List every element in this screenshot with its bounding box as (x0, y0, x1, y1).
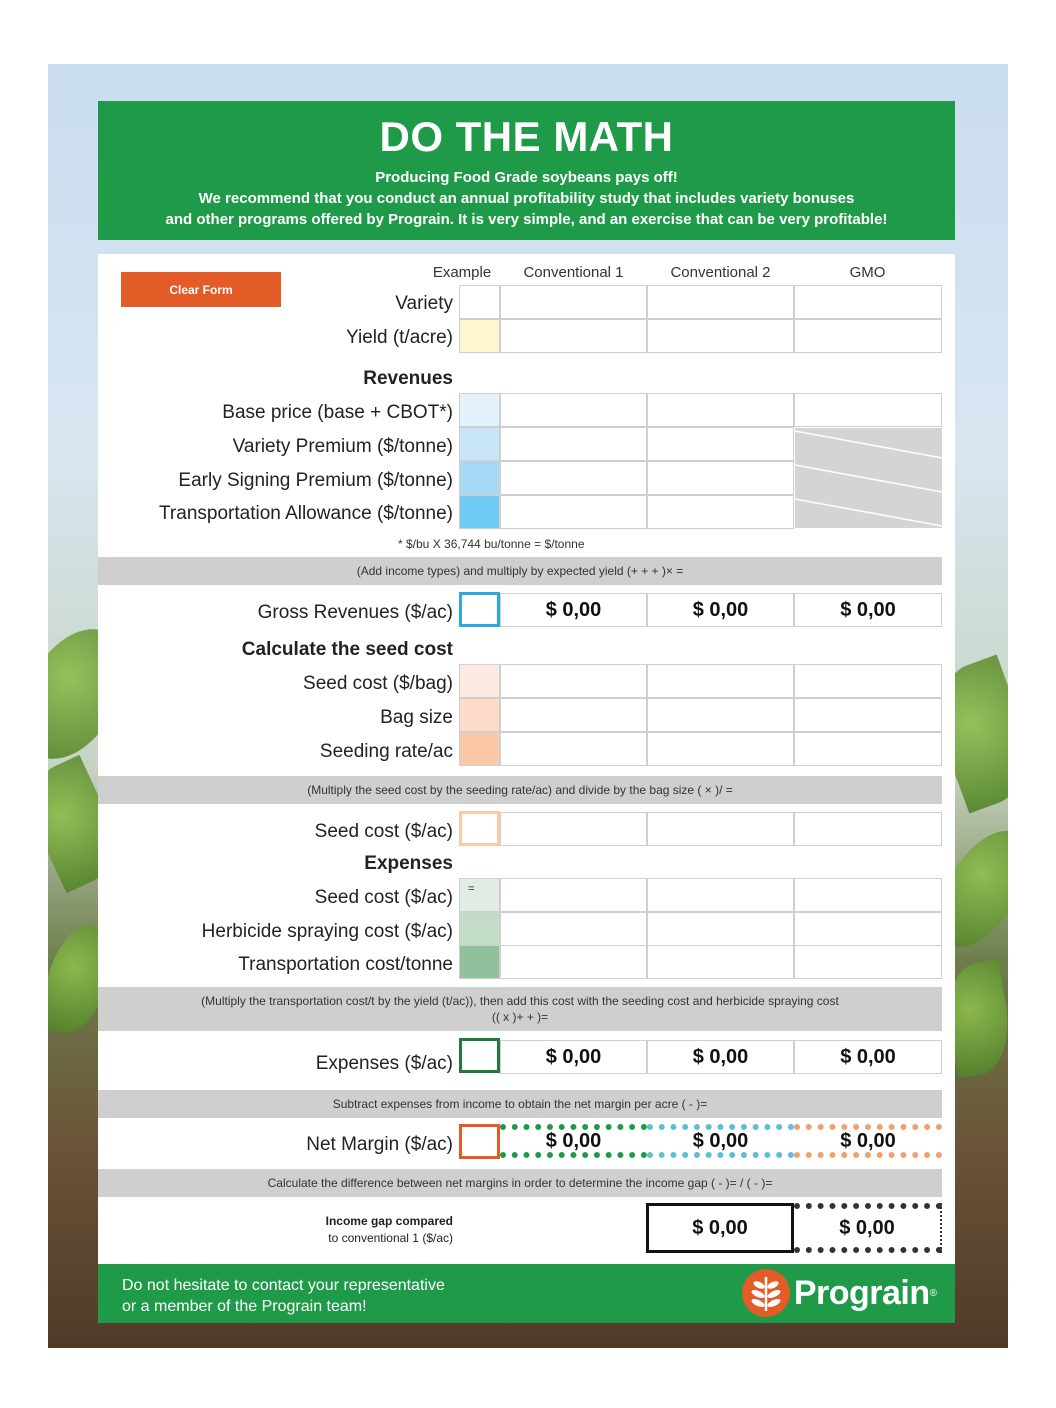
label-gross-revenues: Gross Revenues ($/ac) (257, 602, 453, 623)
input-herbicide-gmo[interactable] (794, 912, 942, 946)
band-expenses-line1: (Multiply the transportation cost/t by the yield (t/ac)), then add this cost with the seeding cost and herbicide spraying cost (201, 994, 839, 1008)
input-transport-cost-conv1[interactable] (500, 945, 647, 979)
gross-revenues-gmo: $ 0,00 (794, 593, 942, 627)
label-transport-allowance: Transportation Allowance ($/tonne) (159, 503, 453, 524)
input-herbicide-conv2[interactable] (647, 912, 794, 946)
gross-revenues-conv2: $ 0,00 (647, 593, 794, 627)
column-header-example: Example (432, 264, 492, 281)
input-bag-size-conv2[interactable] (647, 698, 794, 732)
input-seeding-rate-conv1[interactable] (500, 732, 647, 766)
net-margin-gmo: $ 0,00 (794, 1124, 942, 1158)
clear-form-button[interactable]: Clear Form (121, 272, 281, 307)
input-base-price-conv1[interactable] (500, 393, 647, 427)
input-bag-size-gmo[interactable] (794, 698, 942, 732)
footnote-conversion: * $/bu X 36,744 bu/tonne = $/tonne (398, 537, 585, 551)
page-title: DO THE MATH (379, 113, 674, 160)
label-net-margin: Net Margin ($/ac) (306, 1134, 453, 1155)
column-header-conventional-2: Conventional 2 (670, 264, 771, 281)
section-expenses: Expenses (364, 853, 453, 874)
input-seed-cost-bag-gmo[interactable] (794, 664, 942, 698)
gross-revenues-conv1: $ 0,00 (500, 593, 647, 627)
label-yield: Yield (t/acre) (346, 327, 453, 348)
example-seeding-rate (459, 732, 500, 766)
band-income-text: (Add income types) and multiply by expected yield ( (356, 564, 631, 578)
expenses-gmo: $ 0,00 (794, 1040, 942, 1074)
input-seeding-rate-conv2[interactable] (647, 732, 794, 766)
label-herbicide: Herbicide spraying cost ($/ac) (201, 921, 453, 942)
footer-line-1: Do not hesitate to contact your representative (122, 1277, 445, 1294)
net-margin-conv1: $ 0,00 (500, 1124, 647, 1158)
example-seed-cost-ac (459, 811, 500, 846)
input-variety-conv1[interactable] (500, 285, 647, 319)
example-seed-cost-bag (459, 664, 500, 698)
instruction-band-income (98, 557, 942, 585)
input-variety-gmo[interactable] (794, 285, 942, 319)
example-base-price (459, 393, 500, 427)
input-base-price-gmo[interactable] (794, 393, 942, 427)
example-expenses (459, 1038, 500, 1073)
example-exp-seed-cost (459, 878, 500, 912)
instruction-band-expenses (98, 987, 942, 1031)
input-herbicide-conv1[interactable] (500, 912, 647, 946)
input-yield-gmo[interactable] (794, 319, 942, 353)
income-gap-title: Income gap compared (325, 1214, 453, 1228)
label-base-price: Base price (base + CBOT*) (222, 402, 453, 423)
input-yield-conv1[interactable] (500, 319, 647, 353)
gmo-not-applicable-area (795, 428, 942, 528)
subtitle: Producing Food Grade soybeans pays off! (375, 169, 678, 186)
expenses-conv2: $ 0,00 (647, 1040, 794, 1074)
input-variety-conv2[interactable] (647, 285, 794, 319)
example-exp-seed-eq: = (468, 883, 475, 895)
input-exp-seed-cost-conv1[interactable] (500, 878, 647, 912)
input-early-signing-conv1[interactable] (500, 461, 647, 495)
input-bag-size-conv1[interactable] (500, 698, 647, 732)
input-early-signing-conv2[interactable] (647, 461, 794, 495)
income-gap-subtitle: to conventional 1 ($/ac) (328, 1231, 453, 1245)
example-variety-premium (459, 427, 500, 461)
registered-mark: ® (929, 1287, 937, 1299)
column-header-gmo: GMO (849, 264, 886, 281)
intro-line-3: and other programs offered by Prograin. It is very simple, and an exercise that can be very profitable! (165, 211, 888, 228)
label-variety-premium: Variety Premium ($/tonne) (232, 436, 453, 457)
input-seed-cost-bag-conv2[interactable] (647, 664, 794, 698)
income-gap-gmo: $ 0,00 (794, 1203, 942, 1253)
example-bag-size (459, 698, 500, 732)
prograin-brand-name: Prograin (793, 1273, 930, 1312)
label-exp-seed-cost: Seed cost ($/ac) (314, 887, 453, 908)
net-margin-conv2: $ 0,00 (647, 1124, 794, 1158)
input-seed-cost-bag-conv1[interactable] (500, 664, 647, 698)
expenses-conv1: $ 0,00 (500, 1040, 647, 1074)
label-transport-cost: Transportation cost/tonne (238, 954, 453, 975)
result-seed-cost-ac-gmo (794, 812, 942, 846)
input-transport-cost-conv2[interactable] (647, 945, 794, 979)
instruction-band-seed: (Multiply the seed cost by the seeding rate/ac) and divide by the bag size ( × )/ = (98, 776, 942, 804)
input-seeding-rate-gmo[interactable] (794, 732, 942, 766)
result-seed-cost-ac-conv1 (500, 812, 647, 846)
footer-line-2: or a member of the Prograin team! (122, 1298, 367, 1315)
example-early-signing (459, 461, 500, 495)
label-income-gap (326, 1213, 453, 1247)
label-early-signing: Early Signing Premium ($/tonne) (178, 470, 453, 491)
example-transport-cost (459, 945, 500, 979)
label-seeding-rate: Seeding rate/ac (319, 741, 453, 762)
band-expenses-line2: (( x )+ + )= (491, 1010, 549, 1024)
input-variety-premium-conv2[interactable] (647, 427, 794, 461)
input-yield-conv2[interactable] (647, 319, 794, 353)
example-yield (459, 319, 500, 353)
example-variety (459, 285, 500, 319)
example-transport-allowance (459, 495, 500, 529)
header-banner (98, 101, 955, 240)
input-transport-allowance-conv1[interactable] (500, 495, 647, 529)
column-header-conventional-1: Conventional 1 (523, 264, 624, 281)
result-seed-cost-ac-conv2 (647, 812, 794, 846)
prograin-logo (742, 1269, 937, 1317)
label-seed-cost-ac: Seed cost ($/ac) (314, 821, 453, 842)
label-bag-size: Bag size (380, 707, 453, 728)
example-gross-revenues (459, 592, 500, 627)
input-transport-cost-gmo[interactable] (794, 945, 942, 979)
band-income-formula: + + + )× = (630, 564, 684, 578)
input-transport-allowance-conv2[interactable] (647, 495, 794, 529)
example-herbicide (459, 912, 500, 946)
instruction-band-income-gap: Calculate the difference between net margins in order to determine the income gap ( - )= / ( - )= (98, 1169, 942, 1197)
section-seed-cost: Calculate the seed cost (241, 639, 453, 660)
intro-line-2: We recommend that you conduct an annual profitability study that includes variety bonuses (198, 190, 855, 207)
label-variety: Variety (395, 293, 453, 314)
instruction-band-net-margin: Subtract expenses from income to obtain the net margin per acre ( - )= (98, 1090, 942, 1118)
footer-banner (98, 1264, 955, 1323)
label-expenses-total: Expenses ($/ac) (315, 1053, 453, 1074)
input-exp-seed-cost-conv2[interactable] (647, 878, 794, 912)
footer-contact-text (122, 1275, 445, 1317)
input-variety-premium-conv1[interactable] (500, 427, 647, 461)
income-gap-conv2: $ 0,00 (646, 1203, 794, 1253)
prograin-logo-icon (742, 1269, 790, 1317)
label-seed-cost-bag: Seed cost ($/bag) (303, 673, 453, 694)
example-net-margin (459, 1124, 500, 1159)
section-revenues: Revenues (363, 368, 453, 389)
input-base-price-conv2[interactable] (647, 393, 794, 427)
input-exp-seed-cost-gmo[interactable] (794, 878, 942, 912)
